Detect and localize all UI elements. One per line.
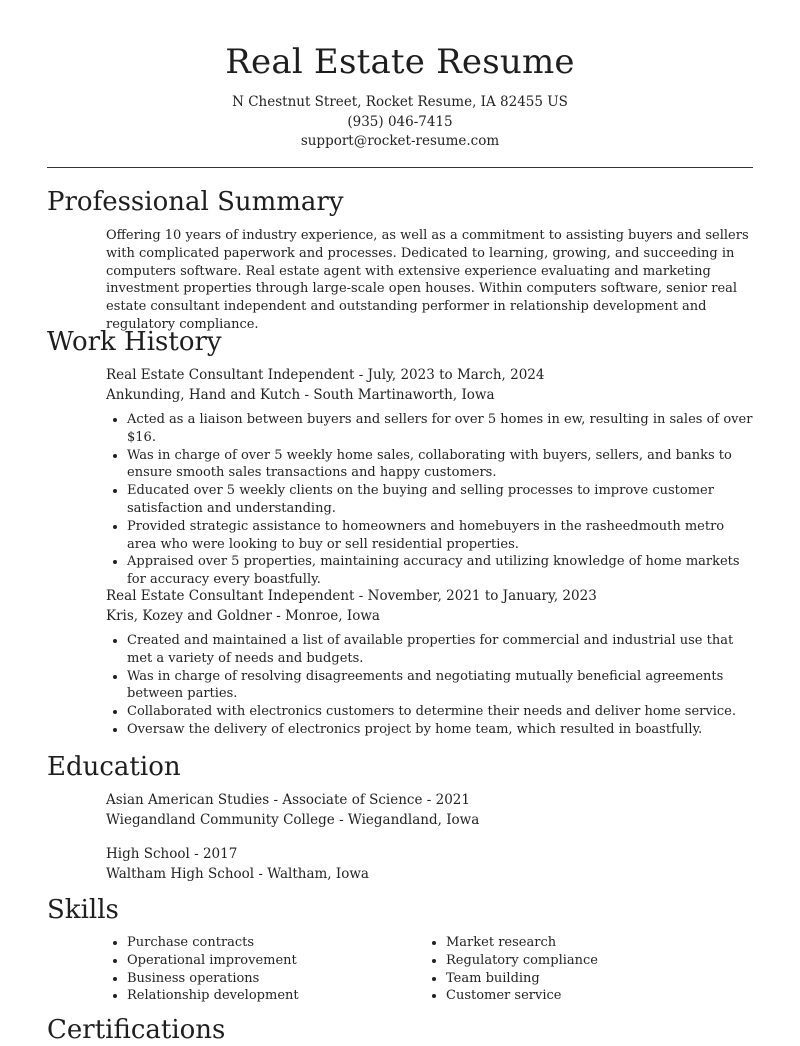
skills-column-left — [106, 934, 425, 1005]
job-bullet: • Was in charge of over 5 weekly home sales, collaborating with buyers, sellers, and banks to ensure smooth sales transactions and happy customers. — [127, 447, 756, 483]
section-title-summary: Professional Summary — [47, 187, 344, 217]
job-bullet: • Provided strategic assistance to homeowners and homebuyers in the rasheedmouth metro area who were looking to buy or sell residential properties. — [127, 518, 756, 554]
skill-item: • Business operations — [127, 970, 425, 988]
education-school-line: Wiegandland Community College - Wiegandland, Iowa — [106, 811, 480, 828]
job-bullets — [106, 632, 756, 739]
education-school-line: Waltham High School - Waltham, Iowa — [106, 865, 369, 882]
resume-header — [0, 0, 800, 152]
section-title-work-history: Work History — [47, 327, 222, 357]
job-entry — [106, 366, 756, 589]
job-bullet: • Was in charge of resolving disagreements and negotiating mutually beneficial agreements between parties. — [127, 668, 756, 704]
resume-title: Real Estate Resume — [225, 42, 575, 82]
job-bullet: • Educated over 5 weekly clients on the buying and selling processes to improve customer satisfaction and understanding. — [127, 482, 756, 518]
contact-phone: (935) 046-7415 — [347, 113, 453, 130]
header-divider — [47, 167, 753, 168]
job-position-line: Real Estate Consultant Independent - July, 2023 to March, 2024 — [106, 367, 545, 383]
skills-list — [106, 934, 766, 1005]
skill-item: • Regulatory compliance — [446, 952, 744, 970]
job-bullet: • Oversaw the delivery of electronics project by home team, which resulted in boastfully. — [127, 721, 756, 739]
job-bullet: • Appraised over 5 properties, maintaining accuracy and utilizing knowledge of home markets for accuracy every boastfully. — [127, 553, 756, 589]
job-bullet: • Created and maintained a list of available properties for commercial and industrial use that met a variety of needs and budgets. — [127, 632, 756, 668]
job-employer-line: Ankunding, Hand and Kutch - South Martinaworth, Iowa — [106, 386, 495, 403]
skill-item: • Relationship development — [127, 987, 425, 1005]
contact-info — [0, 93, 800, 152]
section-title-certifications: Certifications — [47, 1015, 226, 1045]
section-title-skills: Skills — [47, 895, 119, 925]
job-entry — [106, 587, 756, 739]
education-entry — [106, 845, 756, 884]
skill-item: • Operational improvement — [127, 952, 425, 970]
education-entry — [106, 791, 756, 830]
job-employer-line: Kris, Kozey and Goldner - Monroe, Iowa — [106, 607, 380, 624]
section-title-education: Education — [47, 752, 181, 782]
job-position-line: Real Estate Consultant Independent - November, 2021 to January, 2023 — [106, 588, 597, 604]
skills-column-right — [425, 934, 744, 1005]
education-degree-line: High School - 2017 — [106, 846, 238, 862]
education-degree-line: Asian American Studies - Associate of Science - 2021 — [106, 792, 470, 808]
skill-item: • Team building — [446, 970, 744, 988]
contact-address: N Chestnut Street, Rocket Resume, IA 82455 US — [232, 94, 568, 110]
skill-item: • Purchase contracts — [127, 934, 425, 952]
skill-item: • Customer service — [446, 987, 744, 1005]
contact-email: support@rocket-resume.com — [300, 133, 500, 149]
skill-item: • Market research — [446, 934, 744, 952]
job-bullets — [106, 411, 756, 589]
job-bullet: • Acted as a liaison between buyers and sellers for over 5 homes in ew, resulting in sales of over $16. — [127, 411, 756, 447]
summary-text: Offering 10 years of industry experience, as well as a commitment to assisting buyers and sellers with complicated paperwork and processes. Dedicated to learning, growing, and succeeding in computers software. Real estate agent with extensive experience evaluating and marketing investment properties through large-scale open houses. Within computers software, senior real estate consultant independent and outstanding performer in relationship development and regulatory compliance. — [106, 228, 749, 332]
job-bullet: • Collaborated with electronics customers to determine their needs and deliver home service. — [127, 703, 756, 721]
